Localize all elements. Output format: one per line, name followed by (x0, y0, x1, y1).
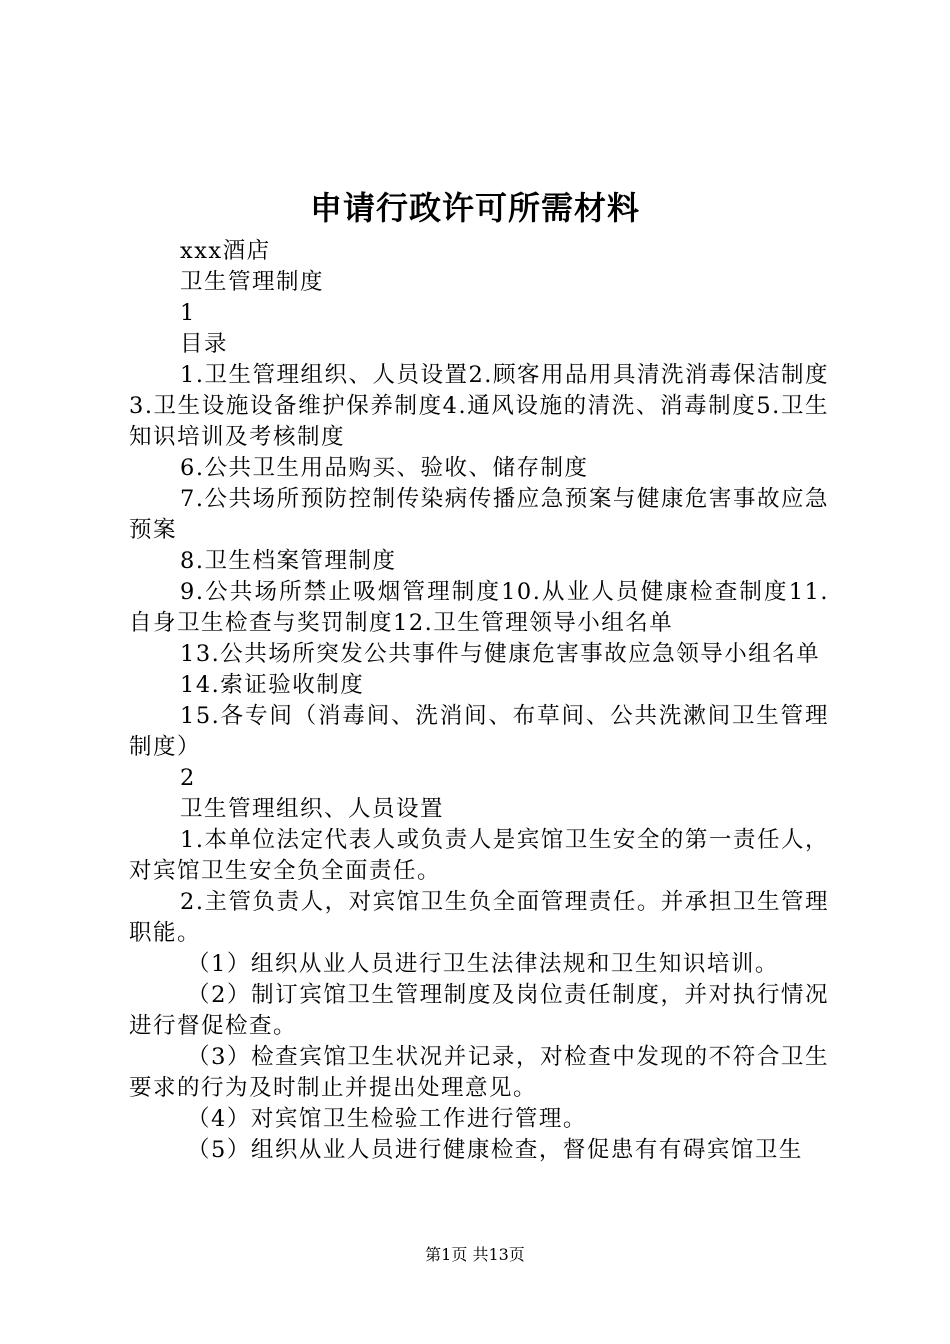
body-paragraph: （2）制订宾馆卫生管理制度及岗位责任制度，并对执行情况进行督促检查。 (129, 982, 829, 1039)
body-paragraph: （1）组织从业人员进行卫生法律法规和卫生知识培训。 (187, 951, 779, 977)
paragraph-page-number: 2 (180, 765, 196, 791)
toc-item: 13.公共场所突发公共事件与健康危害事故应急领导小组名单 (180, 641, 821, 667)
paragraph-hotel-name: xxx酒店 (180, 238, 271, 264)
toc-item: 6.公共卫生用品购买、验收、储存制度 (180, 455, 589, 481)
body-paragraph: （4）对宾馆卫生检验工作进行管理。 (187, 1106, 587, 1132)
paragraph-heading: 卫生管理制度 (180, 269, 325, 295)
toc-item: 8.卫生档案管理制度 (180, 548, 397, 574)
toc-item: 7.公共场所预防控制传染病传播应急预案与健康危害事故应急预案 (129, 486, 829, 543)
toc-item: 1.卫生管理组织、人员设置2.顾客用品用具清洗消毒保洁制度3.卫生设施设备维护保养制度4.通风设施的清洗、消毒制度5.卫生知识培训及考核制度 (129, 362, 829, 450)
body-paragraph: （3）检查宾馆卫生状况并记录，对检查中发现的不符合卫生要求的行为及时制止并提出处理意见。 (129, 1044, 829, 1101)
body-paragraph: （5）组织从业人员进行健康检查，督促患有有碍宾馆卫生 (187, 1137, 803, 1163)
document-body (129, 236, 829, 1166)
body-paragraph: 1.本单位法定代表人或负责人是宾馆卫生安全的第一责任人，对宾馆卫生安全负全面责任。 (129, 827, 829, 884)
section-heading: 卫生管理组织、人员设置 (180, 796, 445, 822)
page-footer: 第1页 共13页 (425, 1245, 525, 1264)
toc-item: 15.各专间（消毒间、洗消间、布草间、公共洗漱间卫生管理制度） (129, 703, 829, 760)
paragraph-page-number: 1 (180, 300, 196, 326)
document-title: 申请行政许可所需材料 (309, 189, 640, 227)
toc-item: 9.公共场所禁止吸烟管理制度10.从业人员健康检查制度11.自身卫生检查与奖罚制度12.卫生管理领导小组名单 (129, 579, 829, 636)
paragraph-toc-heading: 目录 (180, 331, 229, 357)
toc-item: 14.索证验收制度 (180, 672, 365, 698)
body-paragraph: 2.主管负责人，对宾馆卫生负全面管理责任。并承担卫生管理职能。 (129, 889, 829, 946)
